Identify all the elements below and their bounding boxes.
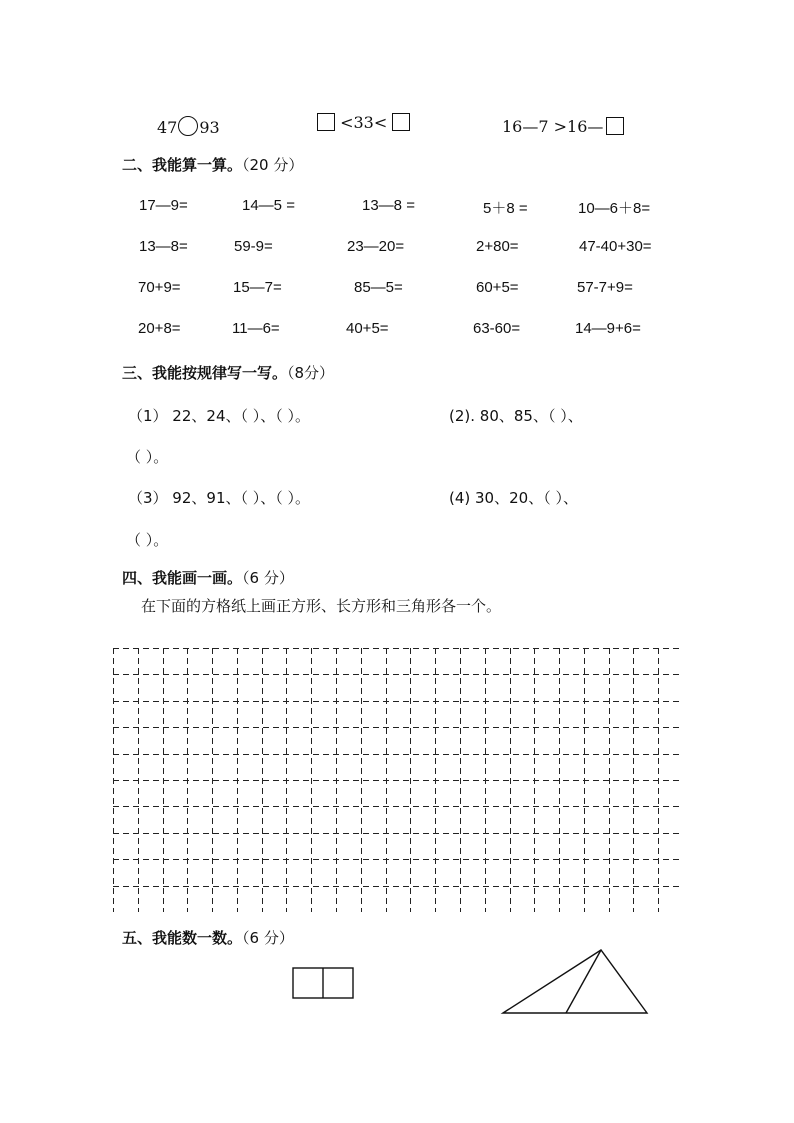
section-4-title-text: 四、我能画一画。 (122, 569, 243, 587)
calc-r3-c4: 14—9+6= (575, 320, 641, 337)
calc-r0-c1: 14—5 = (242, 197, 295, 214)
answer-box-end[interactable] (606, 117, 624, 135)
compare-circle-blank[interactable] (178, 116, 198, 136)
section-3-title (122, 362, 334, 383)
compare-middle-text: <33< (340, 113, 388, 132)
sequence-2-continued: （ ）。 (126, 448, 169, 466)
calc-r3-c2: 40+5= (346, 320, 389, 337)
calc-r1-c3: 2+80= (476, 238, 519, 255)
sequence-4-continued: （ ）。 (126, 531, 169, 549)
compare-expression: 16—7 >16— (502, 117, 604, 136)
calc-r2-c0: 70+9= (138, 279, 181, 296)
answer-box-right[interactable] (392, 113, 410, 131)
section-3-score: （8分） (287, 364, 335, 382)
compare-item-3 (502, 117, 624, 136)
calc-r3-c0: 20+8= (138, 320, 181, 337)
calc-r0-c0: 17—9= (139, 197, 188, 214)
calc-r1-c4: 47-40+30= (579, 238, 652, 255)
triangle-figure (503, 950, 647, 1013)
compare-left-number: 47 (157, 118, 178, 137)
sequence-2: (2). 80、85、（ ）、 (449, 407, 583, 425)
section-2-score: （20 分） (242, 156, 304, 174)
sequence-3: （3） 92、91、（ ）、（ ）。 (128, 489, 311, 507)
calc-r0-c3: 5＋8 = (483, 200, 528, 217)
calc-r1-c2: 23—20= (347, 238, 405, 255)
calc-r0-c2: 13—8 = (362, 197, 415, 214)
rectangle-figure (293, 968, 353, 998)
compare-right-number: 93 (199, 118, 220, 137)
section-5-title-text: 五、我能数一数。 (122, 929, 243, 947)
section-4-score: （6 分） (242, 569, 294, 587)
section-2-title-text: 二、我能算一算。 (122, 156, 243, 174)
calc-r2-c1: 15—7= (233, 279, 282, 296)
calc-r3-c1: 11—6= (232, 320, 280, 337)
section-5-score: （6 分） (242, 929, 294, 947)
calc-r0-c4: 10—6＋8= (578, 200, 651, 217)
section-5-title (122, 927, 294, 948)
calc-r2-c3: 60+5= (476, 279, 519, 296)
answer-box-left[interactable] (317, 113, 335, 131)
compare-item-1 (157, 116, 220, 137)
section-4-title (122, 567, 294, 588)
calc-r2-c2: 85—5= (354, 279, 403, 296)
section-3-title-text: 三、我能按规律写一写。 (122, 364, 288, 382)
compare-item-2 (317, 113, 410, 132)
section-4-instruction: 在下面的方格纸上画正方形、长方形和三角形各一个。 (141, 597, 502, 615)
sequence-1: （1） 22、24、（ ）、（ ）。 (128, 407, 311, 425)
section-2-title (122, 154, 303, 175)
calc-r2-c4: 57-7+9= (577, 279, 633, 296)
calc-r1-c0: 13—8= (139, 238, 188, 255)
sequence-4: (4) 30、20、（ ）、 (449, 489, 578, 507)
calc-r3-c3: 63-60= (473, 320, 521, 337)
calc-r1-c1: 59-9= (234, 238, 273, 255)
dotted-grid-paper[interactable] (113, 648, 683, 912)
